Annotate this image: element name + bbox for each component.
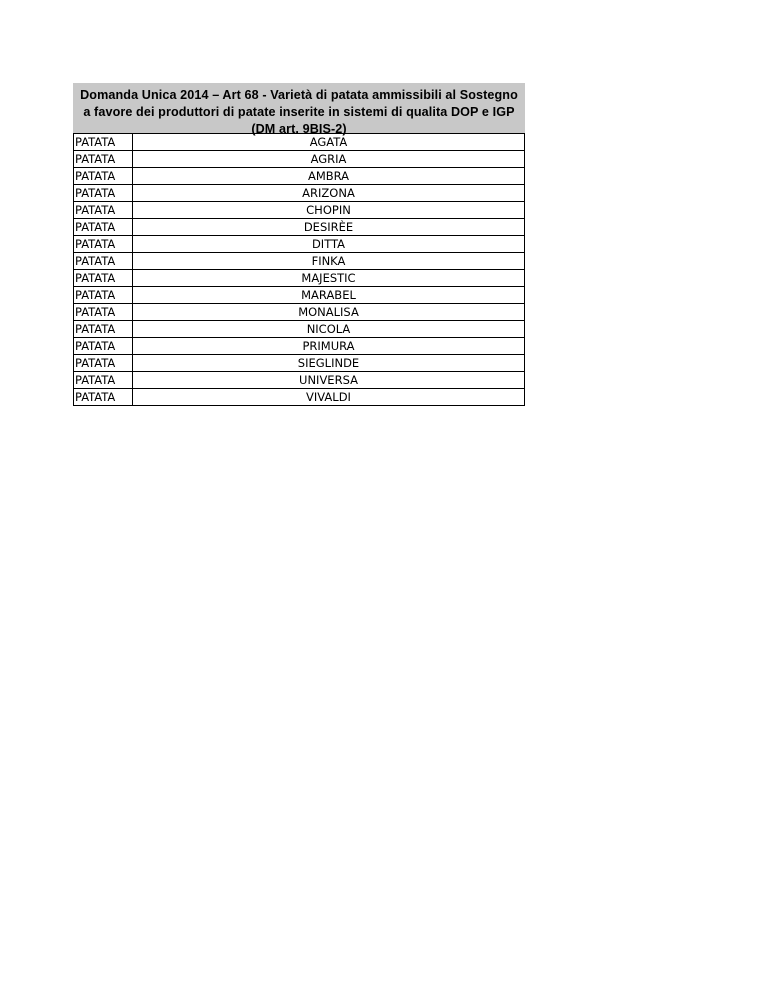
crop-cell: PATATA [74,270,133,287]
table-row [74,253,525,270]
crop-cell: PATATA [74,185,133,202]
variety-cell: MONALISA [133,304,525,321]
variety-cell: UNIVERSA [133,372,525,389]
crop-cell: PATATA [74,151,133,168]
variety-cell: DITTA [133,236,525,253]
table-row [74,219,525,236]
crop-cell: PATATA [74,202,133,219]
variety-cell: MAJESTIC [133,270,525,287]
crop-cell: PATATA [74,338,133,355]
crop-cell: PATATA [74,236,133,253]
variety-cell: DESIRÈE [133,219,525,236]
table-row [74,287,525,304]
variety-cell: SIEGLINDE [133,355,525,372]
crop-cell: PATATA [74,287,133,304]
table-row [74,185,525,202]
table-row [74,304,525,321]
variety-cell: VIVALDI [133,389,525,406]
table-row [74,338,525,355]
variety-cell: FINKA [133,253,525,270]
variety-cell: ARIZONA [133,185,525,202]
header-title-line-1: Domanda Unica 2014 – Art 68 - Varietà di patata ammissibili al Sostegno [80,88,518,102]
table-row [74,270,525,287]
crop-cell: PATATA [74,372,133,389]
table-row [74,355,525,372]
table-row [74,168,525,185]
header-title-line-2: a favore dei produttori di patate inserite in sistemi di qualita DOP e IGP [83,105,515,119]
table-header [73,83,525,136]
variety-cell: PRIMURA [133,338,525,355]
crop-cell: PATATA [74,219,133,236]
crop-cell: PATATA [74,321,133,338]
potato-variety-sheet [73,83,525,406]
crop-cell: PATATA [74,134,133,151]
variety-cell: AGRIA [133,151,525,168]
variety-cell: NICOLA [133,321,525,338]
variety-cell: AGATA [133,134,525,151]
variety-table [73,133,525,406]
crop-cell: PATATA [74,168,133,185]
header-title-line-3: (DM art. 9BIS-2) [251,122,347,136]
table-row [74,202,525,219]
table-row [74,321,525,338]
variety-cell: CHOPIN [133,202,525,219]
table-row [74,236,525,253]
crop-cell: PATATA [74,253,133,270]
table-row [74,389,525,406]
table-row [74,151,525,168]
crop-cell: PATATA [74,389,133,406]
variety-cell: AMBRA [133,168,525,185]
crop-cell: PATATA [74,355,133,372]
variety-cell: MARABEL [133,287,525,304]
table-row [74,372,525,389]
crop-cell: PATATA [74,304,133,321]
